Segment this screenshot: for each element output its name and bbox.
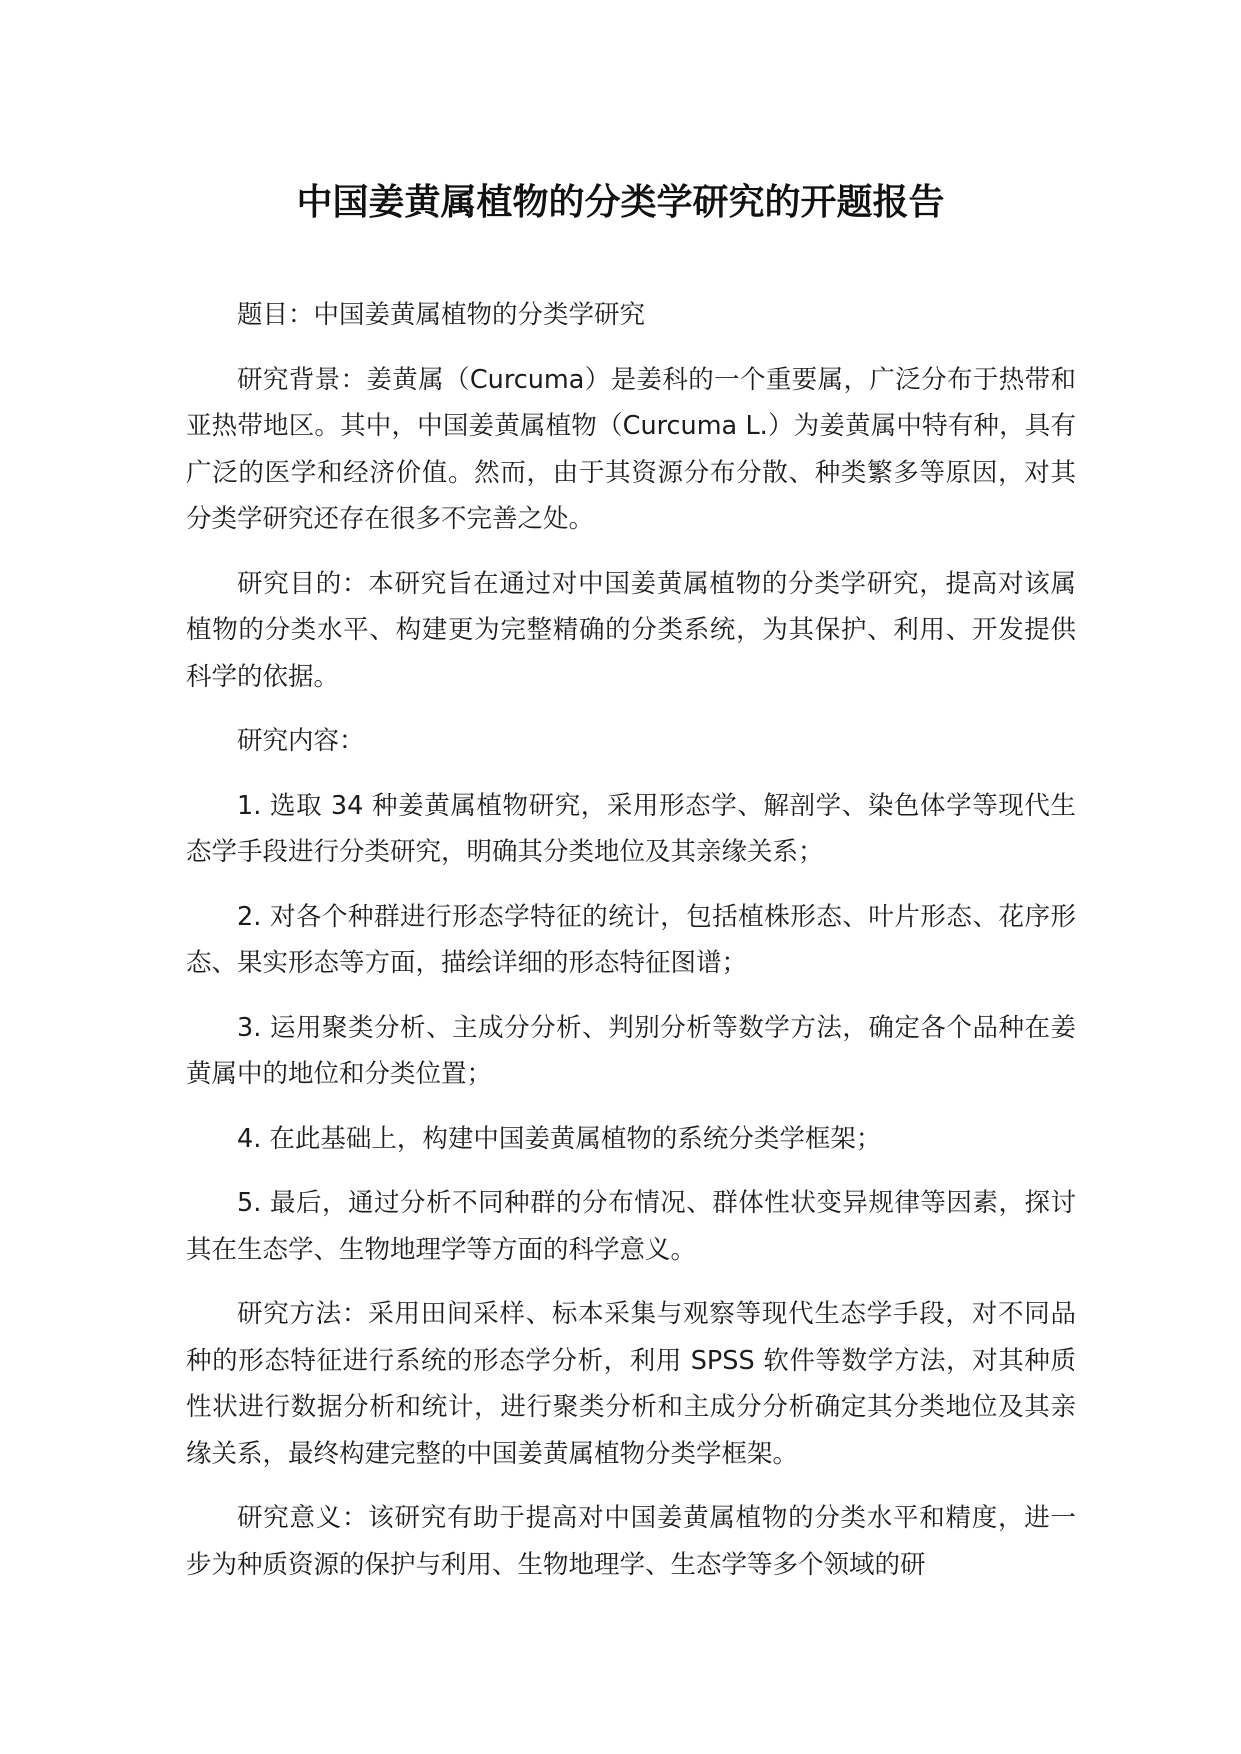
paragraph-significance: 研究意义：该研究有助于提高对中国姜黄属植物的分类水平和精度，进一步为种质资源的保护与利用、生物地理学、生态学等多个领域的研 xyxy=(186,1503,1076,1580)
paragraph-content-item-2: 2. 对各个种群进行形态学特征的统计，包括植株形态、叶片形态、花序形态、果实形态等方面，描绘详细的形态特征图谱； xyxy=(186,901,1076,978)
paragraph-content-heading: 研究内容： xyxy=(237,726,365,756)
paragraph-methods: 研究方法：采用田间采样、标本采集与观察等现代生态学手段，对不同品种的形态特征进行系统的形态学分析，利用 SPSS 软件等数学方法，对其种质性状进行数据分析和统计，进行聚类分析和主成分分析确定其分类地位及其亲缘关系，最终构建完整的中国姜黄属植物分类学框架。 xyxy=(186,1299,1076,1469)
document-title: 中国姜黄属植物的分类学研究的开题报告 xyxy=(296,182,945,223)
document-body xyxy=(186,292,1076,1606)
paragraph-content-item-3: 3. 运用聚类分析、主成分分析、判别分析等数学方法，确定各个品种在姜黄属中的地位和分类位置； xyxy=(186,1012,1076,1089)
paragraph-topic: 题目：中国姜黄属植物的分类学研究 xyxy=(237,300,646,330)
paragraph-content-item-5: 5. 最后，通过分析不同种群的分布情况、群体性状变异规律等因素，探讨其在生态学、生物地理学等方面的科学意义。 xyxy=(186,1188,1076,1265)
paragraph-background: 研究背景：姜黄属（Curcuma）是姜科的一个重要属，广泛分布于热带和亚热带地区。其中，中国姜黄属植物（Curcuma L.）为姜黄属中特有种，具有广泛的医学和经济价值。然而，由于其资源分布分散、种类繁多等原因，对其分类学研究还存在很多不完善之处。 xyxy=(186,364,1076,534)
paragraph-content-item-1: 1. 选取 34 种姜黄属植物研究，采用形态学、解剖学、染色体学等现代生态学手段进行分类研究，明确其分类地位及其亲缘关系； xyxy=(186,790,1076,867)
paragraph-content-item-4: 4. 在此基础上，构建中国姜黄属植物的系统分类学框架； xyxy=(237,1123,882,1154)
paragraph-objective: 研究目的：本研究旨在通过对中国姜黄属植物的分类学研究，提高对该属植物的分类水平、构建更为完整精确的分类系统，为其保护、利用、开发提供科学的依据。 xyxy=(186,568,1076,692)
